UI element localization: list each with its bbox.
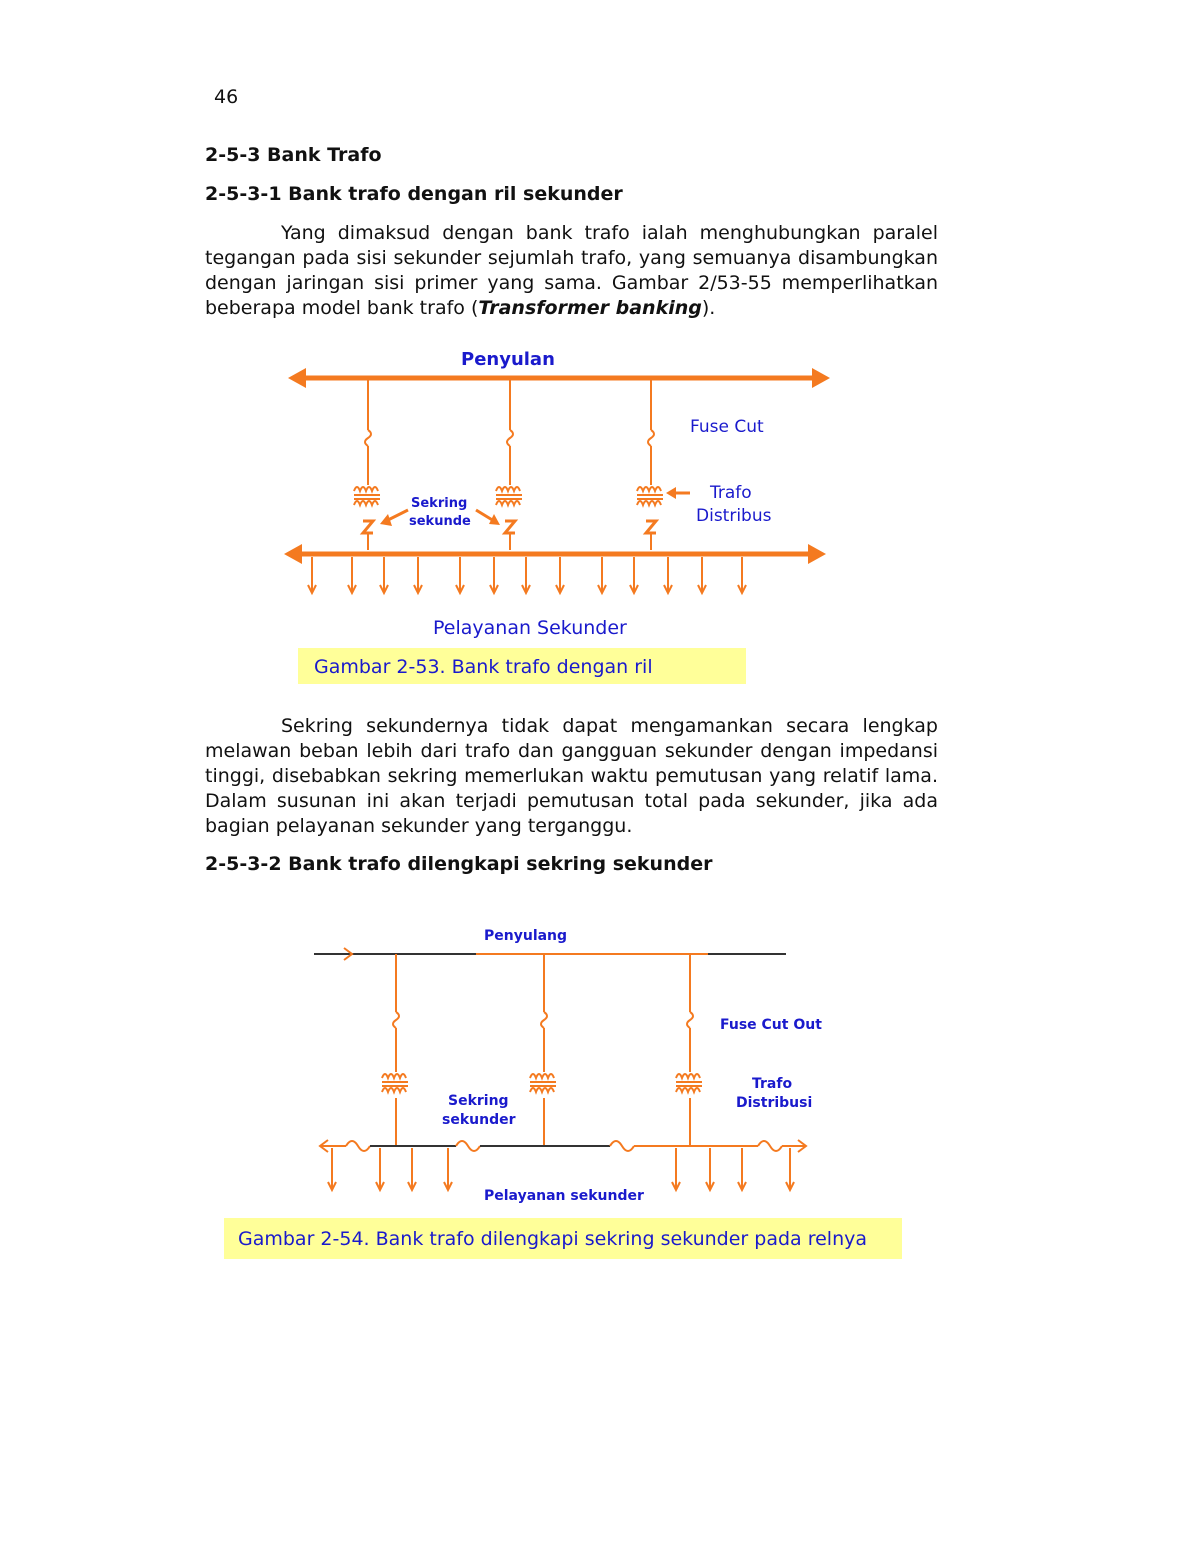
- service-label: Pelayanan Sekunder: [433, 617, 627, 639]
- paragraph-2: [205, 714, 938, 839]
- trafo-label-line2: Distribusi: [736, 1095, 813, 1111]
- feeder-label: Penyulan: [461, 349, 555, 370]
- paragraph-1: [205, 221, 938, 321]
- service-drops: [328, 1148, 794, 1190]
- trafo-label-line2: Distribus: [696, 506, 772, 526]
- transformer-branch-3: [637, 378, 663, 550]
- figure-2-caption: Gambar 2-54. Bank trafo dilengkapi sekring sekunder pada relnya: [224, 1218, 902, 1259]
- paragraph-1-tail: ).: [701, 297, 716, 319]
- transformer-branch-3: [676, 954, 702, 1146]
- trafo-label-line1: Trafo: [752, 1076, 793, 1092]
- figure-bank-trafo-ril: [280, 335, 840, 655]
- transformer-branch-2: [496, 378, 522, 550]
- transformer-branch-1: [354, 378, 380, 550]
- figure-bank-trafo-sekring-sekunder: [310, 912, 830, 1212]
- feeder-label: Penyulang: [484, 928, 568, 944]
- service-label: Pelayanan sekunder: [484, 1188, 644, 1204]
- sekring-label-line1: Sekring: [448, 1093, 509, 1109]
- sekring-pointer-right: [476, 510, 494, 521]
- transformer-branch-1: [382, 954, 408, 1146]
- secondary-arrow-right: [808, 544, 826, 564]
- paragraph-2-text: Sekring sekundernya tidak dapat mengamankan secara lengkap melawan beban lebih dari trafo dan gangguan sekunder dengan impedansi tinggi, disebabkan sekring memerlukan waktu pemutusan yang relatif lama. Dalam susunan ini akan terjadi pemutusan total pada sekunder, jika ada bagian pelayanan sekunder yang terganggu.: [205, 715, 938, 837]
- fuse-cut-out-label: Fuse Cut Out: [720, 1017, 822, 1033]
- transformer-branch-2: [530, 954, 556, 1146]
- paragraph-1-emphasis: Transformer banking: [478, 297, 702, 319]
- page-number: 46: [214, 86, 239, 108]
- subsection-heading-2: 2-5-3-2 Bank trafo dilengkapi sekring sekunder: [205, 853, 713, 875]
- section-heading: 2-5-3 Bank Trafo: [205, 144, 382, 166]
- subsection-heading-1: 2-5-3-1 Bank trafo dengan ril sekunder: [205, 183, 623, 205]
- figure-1-caption: Gambar 2-53. Bank trafo dengan ril: [298, 648, 746, 684]
- secondary-bus-with-fuses: [320, 1140, 806, 1152]
- sekring-label-line2: sekunder: [442, 1112, 516, 1128]
- sekring-label-line2: sekunde: [409, 514, 471, 529]
- secondary-arrow-left: [284, 544, 302, 564]
- sekring-label-line1: Sekring: [411, 496, 468, 511]
- feeder-arrow-right: [812, 368, 830, 388]
- trafo-label-line1: Trafo: [710, 483, 752, 503]
- feeder-arrow-left: [288, 368, 306, 388]
- fuse-cut-label: Fuse Cut: [690, 417, 764, 437]
- paragraph-1-text: Yang dimaksud dengan bank trafo ialah menghubungkan paralel tegangan pada sisi sekunder sejumlah trafo, yang semuanya disambungkan dengan jaringan sisi primer yang sama. Gambar 2/53-55 memperlihatkan beberapa model bank trafo (: [205, 222, 938, 319]
- service-drops: [308, 557, 746, 593]
